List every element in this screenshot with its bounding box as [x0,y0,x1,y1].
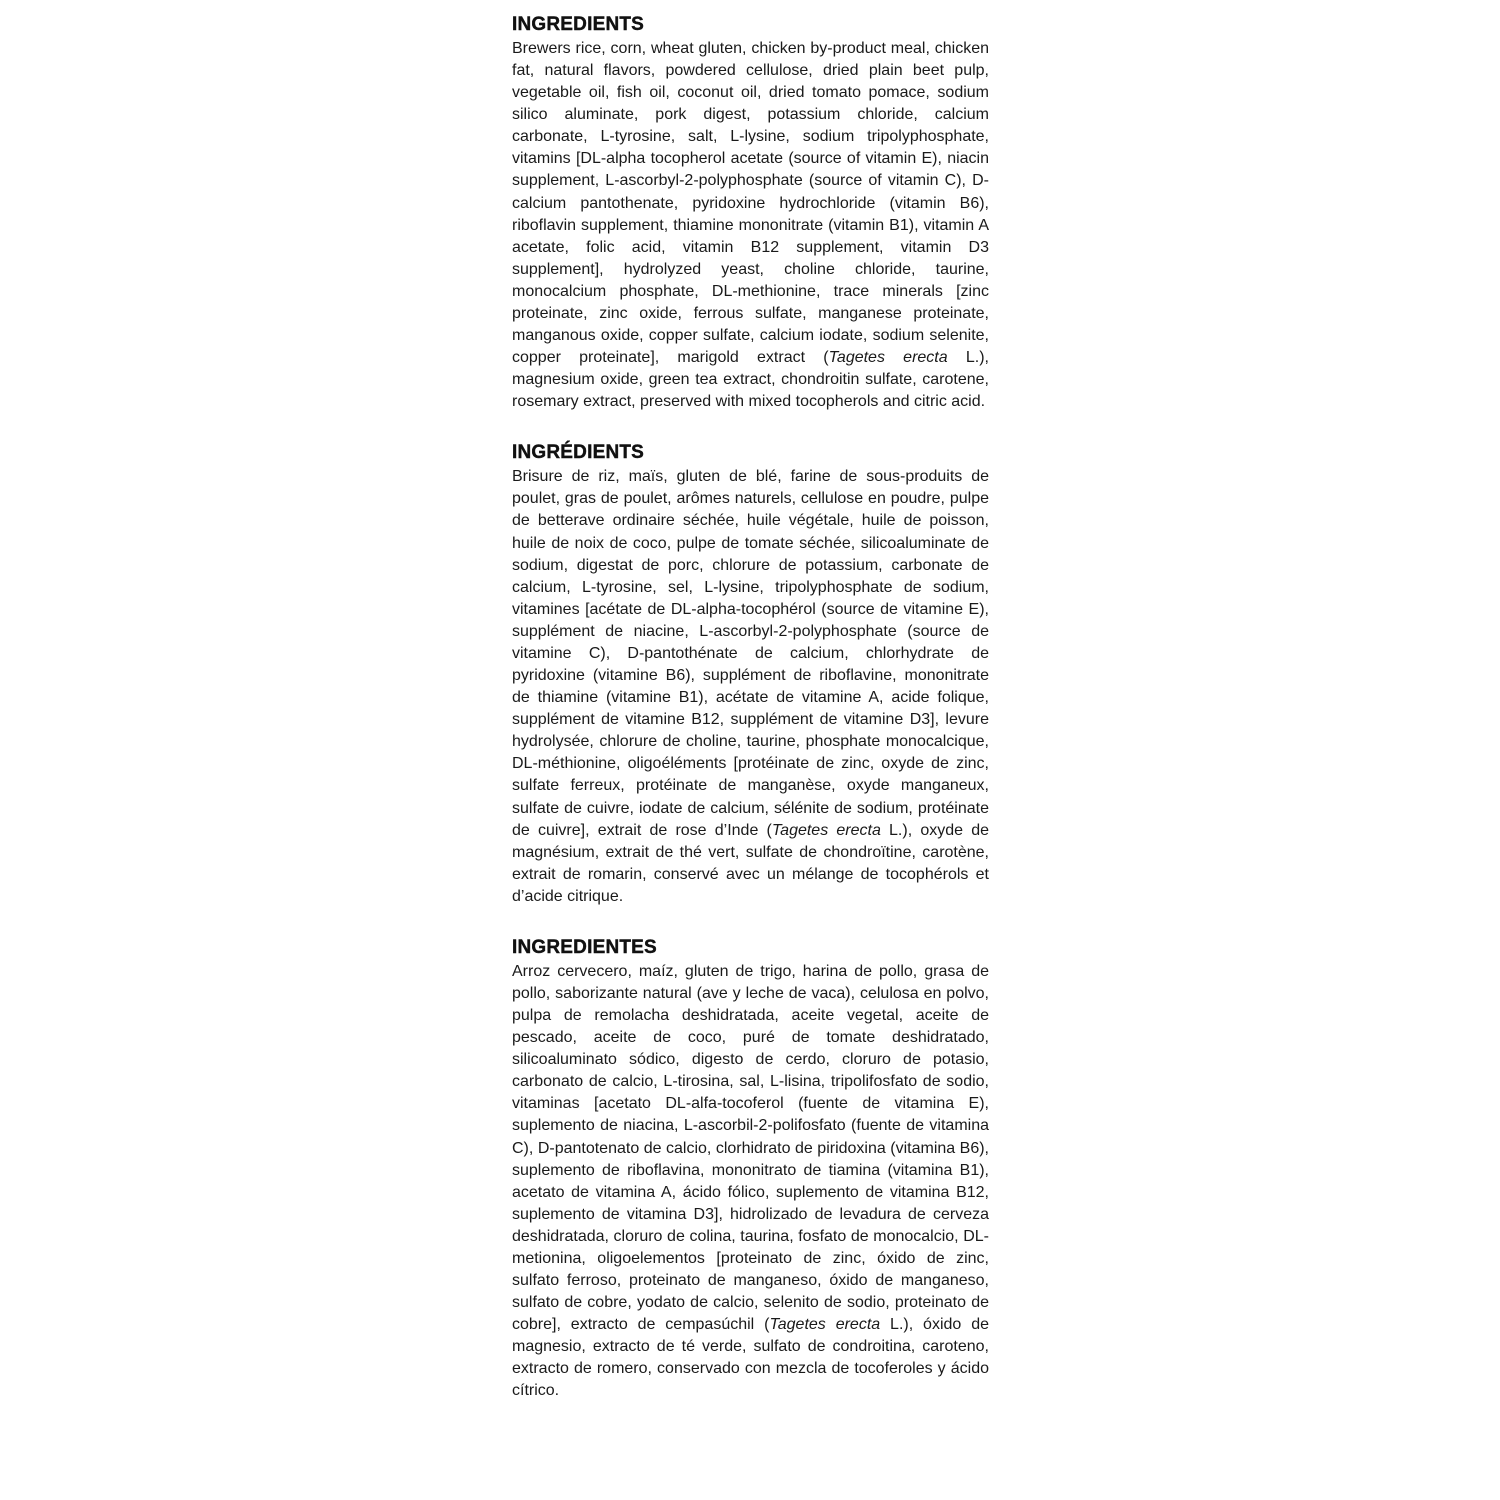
ingredients-section-french [512,440,989,908]
ingredient-text-english-part1: Brewers rice, corn, wheat gluten, chicken by-product meal, chicken fat, natural flavors, powdered cellulose, dried plain beet pulp, vegetable oil, fish oil, coconut oil, dried tomato pomace, sodium silico aluminate, pork digest, potassium chloride, calcium carbonate, L-tyrosine, salt, L-lysine, sodium tripolyphosphate, vitamins [DL-alpha tocopherol acetate (source of vitamin E), niacin supplement, L-ascorbyl-2-polyphosphate (source of vitamin C), D-calcium pantothenate, pyridoxine hydrochloride (vitamin B6), riboflavin supplement, thiamine mononitrate (vitamin B1), vitamin A acetate, folic acid, vitamin B12 supplement, vitamin D3 supplement], hydrolyzed yeast, choline chloride, taurine, monocalcium phosphate, DL-methionine, trace minerals [zinc proteinate, zinc oxide, ferrous sulfate, manganese proteinate, manganous oxide, copper sulfate, calcium iodate, sodium selenite, copper proteinate], marigold extract ( [512,40,989,367]
section-heading-english: INGREDIENTS [512,14,645,35]
ingredient-text-spanish-part1: Arroz cervecero, maíz, gluten de trigo, harina de pollo, grasa de pollo, saborizante natural (ave y leche de vaca), celulosa en polvo, pulpa de remolacha deshidratada, aceite vegetal, aceite de pescado, aceite de coco, puré de tomate deshidratado, silicoaluminato sódico, digesto de cerdo, cloruro de potasio, carbonato de calcio, L-tirosina, sal, L-lisina, tripolifosfato de sodio, vitaminas [acetato DL-alfa-tocoferol (fuente de vitamina E), suplemento de niacina, L-ascorbil-2-polifosfato (fuente de vitamina C), D-pantotenato de calcio, clorhidrato de piridoxina (vitamina B6), suplemento de riboflavina, mononitrato de tiamina (vitamina B1), acetato de vitamina A, ácido fólico, suplemento de vitamina B12, suplemento de vitamina D3], hidrolizado de levadura de cerveza deshidratada, cloruro de colina, taurina, fosfato de monocalcio, DL-metionina, oligoelementos [proteinato de zinc, óxido de zinc, sulfato ferroso, proteinato de manganeso, óxido de manganeso, sulfato de cobre, yodato de calcio, selenito de sodio, proteinato de cobre], extracto de cempasúchil ( [512,962,989,1334]
section-heading-french: INGRÉDIENTS [512,442,645,464]
ingredient-text-english-part2: L.), magnesium oxide, green tea extract, chondroitin sulfate, carotene, rosemary extract, preserved with mixed tocopherols and citric acid. [512,349,990,411]
ingredients-section-english [512,12,989,413]
ingredient-list-english [512,38,989,413]
ingredient-text-spanish-part2: L.), óxido de magnesio, extracto de té verde, sulfato de condroitina, caroteno, extracto de romero, conservado con mezcla de tocoferoles y ácido cítrico. [512,1316,989,1400]
ingredient-text-french-part2: L.), oxyde de magnésium, extrait de thé vert, sulfate de chondroïtine, carotène, extrait de romarin, conservé avec un mélange de tocophérols et d’acide citrique. [512,821,990,905]
ingredient-label-column [512,12,989,1402]
botanical-name-french: Tagetes erecta [771,821,881,839]
section-heading-spanish: INGREDIENTES [512,936,657,958]
ingredient-list-french [512,466,989,908]
ingredient-text-french-part1: Brisure de riz, maïs, gluten de blé, farine de sous-produits de poulet, gras de poulet, arômes naturels, cellulose en poudre, pulpe de betterave ordinaire séchée, huile végétale, huile de poisson, huile de noix de coco, pulpe de tomate séchée, silicoaluminate de sodium, digestat de porc, chlorure de potassium, carbonate de calcium, L-tyrosine, sel, L-lysine, tripolyphosphate de sodium, vitamines [acétate de DL-alpha-tocophérol (source de vitamine E), supplément de niacine, L-ascorbyl-2-polyphosphate (source de vitamine C), D-pantothénate de calcium, chlorhydrate de pyridoxine (vitamine B6), supplément de riboflavine, mononitrate de thiamine (vitamine B1), acétate de vitamine A, acide folique, supplément de vitamine B12, supplément de vitamine D3], levure hydrolysée, chlorure de choline, taurine, phosphate monocalcique, DL-méthionine, oligoéléments [protéinate de zinc, oxyde de zinc, sulfate ferreux, protéinate de manganèse, oxyde manganeux, sulfate de cuivre, iodate de calcium, sélénite de sodium, protéinate de cuivre], extrait de rose d’Inde ( [512,468,989,839]
ingredient-list-spanish [512,961,989,1403]
ingredients-section-spanish [512,935,989,1403]
botanical-name-spanish: Tagetes erecta [769,1316,881,1334]
botanical-name-english: Tagetes erecta [828,349,948,367]
